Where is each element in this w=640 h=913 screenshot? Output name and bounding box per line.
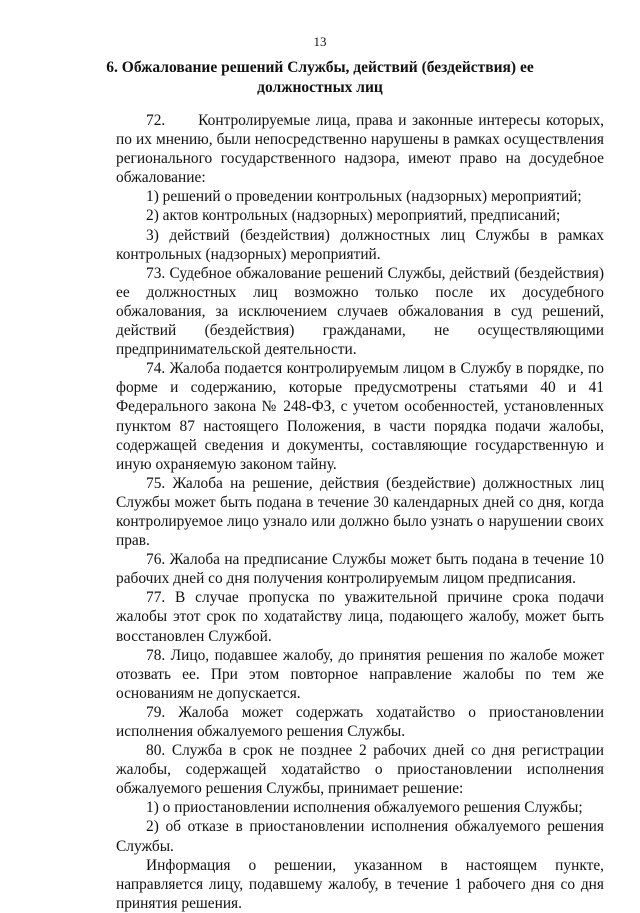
section-heading-line-2: должностных лиц <box>257 79 383 96</box>
paragraph-76: 76. Жалоба на предписание Службы может быть подана в течение 10 рабочих дней со дня получения контролируемым лицом предписания. <box>116 551 604 588</box>
list-item-72-1: 1) решений о проведении контрольных (надзорных) мероприятий; <box>146 188 582 206</box>
paragraph-72: 72. Контролируемые лица, права и законные интересы которых, по их мнению, были непосредственно нарушены в рамках осуществления регионального государственного надзора, имеют право на досудебное обжалование: <box>116 112 604 187</box>
document-body <box>116 111 604 913</box>
paragraph-78: 78. Лицо, подавшее жалобу, до принятия решения по жалобе может отозвать ее. При этом повторное направление жалобы по тем же основаниям не допускается. <box>116 646 604 702</box>
paragraph-80: 80. Служба в срок не позднее 2 рабочих дней со дня регистрации жалобы, содержащей ходатайство о приостановлении исполнения обжалуемого решения Службы, принимает решение: <box>116 742 604 798</box>
paragraph-80-info: Информация о решении, указанном в настоящем пункте, направляется лицу, подавшему жалобу, в течение 1 рабочего дня со дня принятия решения. <box>116 856 604 912</box>
paragraph-77: 77. В случае пропуска по уважительной причине срока подачи жалобы этот срок по ходатайству лица, подающего жалобу, может быть восстановлен Службой. <box>116 589 604 645</box>
list-item-80-1: 1) о приостановлении исполнения обжалуемого решения Службы; <box>146 799 583 817</box>
page-number: 13 <box>313 34 327 49</box>
paragraph-79: 79. Жалоба может содержать ходатайство о приостановлении исполнения обжалуемого решения Службы. <box>116 703 604 740</box>
section-heading-line-1: 6. Обжалование решений Службы, действий (бездействия) ее <box>106 59 534 76</box>
section-heading <box>100 58 540 98</box>
paragraph-75: 75. Жалоба на решение, действия (бездействие) должностных лиц Службы может быть подана в течение 30 календарных дней со дня, когда контролируемое лицо узнало или должно было узнать о нарушении своих прав. <box>116 474 604 550</box>
list-item-72-2: 2) актов контрольных (надзорных) мероприятий, предписаний; <box>146 207 561 225</box>
paragraph-73: 73. Судебное обжалование решений Службы, действий (бездействия) ее должностных лиц возможно только после их досудебного обжалования, за исключением случаев обжалования в суд решений, действий (бездействия) гражданами, не осуществляющими предпринимательской деятельности. <box>116 264 604 359</box>
list-item-72-3: 3) действий (бездействия) должностных лиц Службы в рамках контрольных (надзорных) мероприятий. <box>116 226 604 263</box>
list-item-80-2: 2) об отказе в приостановлении исполнения обжалуемого решения Службы. <box>116 818 604 855</box>
paragraph-74: 74. Жалоба подается контролируемым лицом в Службу в порядке, по форме и содержанию, которые предусмотрены статьями 40 и 41 Федерального закона № 248-ФЗ, с учетом особенностей, установленных пунктом 87 настоящего Положения, в части порядка подачи жалобы, содержащей сведения и документы, составляющие государственную и иную охраняемую законом тайну. <box>116 360 604 473</box>
